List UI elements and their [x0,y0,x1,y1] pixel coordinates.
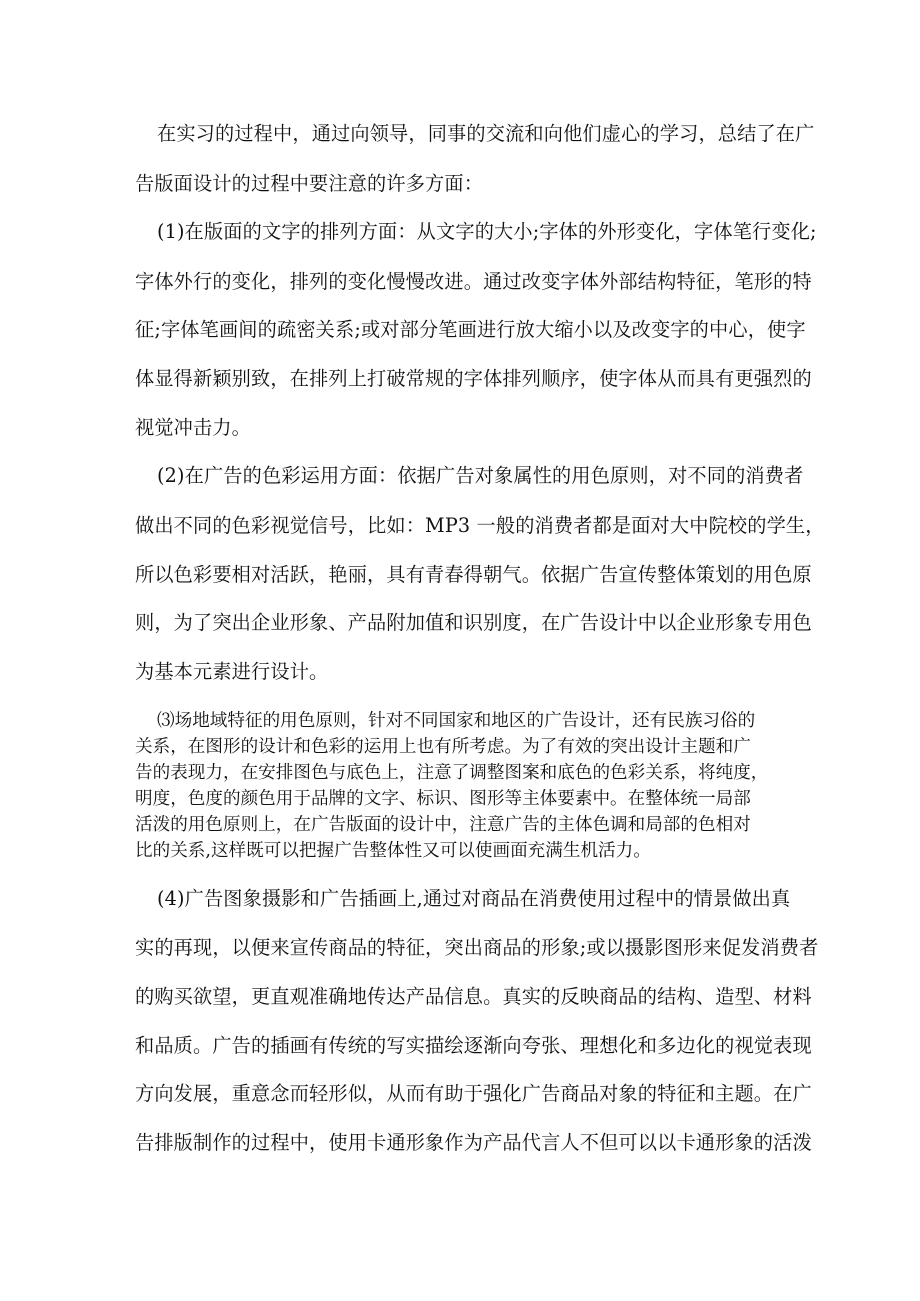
p1-line-4: 体显得新颖别致，在排列上打破常规的字体排列顺序，使字体从而具有更强烈的 [135,367,812,390]
p3-line-6: 比的关系,这样既可以把握广告整体性又可以使画面充满生机活力。 [135,841,651,861]
intro-line-2: 告版面设计的过程中要注意的许多方面： [135,172,484,195]
p4-line-3: 的购买欲望，更直观准确地传达产品信息。真实的反映商品的结构、造型、材料 [135,985,812,1008]
p2-line-1: (2)在广告的色彩运用方面：依据广告对象属性的用色原则，对不同的消费者 [157,464,804,487]
p1-line-1: (1)在版面的文字的排列方面：从文字的大小;字体的外形变化，字体笔行变化; [157,220,817,243]
p4-line-4: 和品质。广告的插画有传统的写实描绘逐渐向夸张、理想化和多边化的视觉表现 [135,1034,812,1057]
p4-line-5: 方向发展，重意念而轻形似，从而有助于强化广告商品对象的特征和主题。在广 [135,1082,812,1105]
p4-line-1: (4)广告图象摄影和广告插画上,通过对商品在消费使用过程中的情景做出真 [157,887,791,910]
p2-line-2: 做出不同的色彩视觉信号，比如：MP3 一般的消费者都是面对大中院校的学生， [135,514,825,537]
p4-line-2: 实的再现，以便来宣传商品的特征，突出商品的形象;或以摄影图形来促发消费者 [135,936,819,959]
p1-line-3: 征;字体笔画间的疏密关系;或对部分笔画进行放大缩小以及改变字的中心，使字 [135,318,806,341]
p2-line-4: 则，为了突出企业形象、产品附加值和识别度，在广告设计中以企业形象专用色 [135,611,812,634]
p3-line-4: 明度，色度的颜色用于品牌的文字、标识、图形等主体要素中。在整体统一局部 [135,789,751,809]
p3-line-1: ⑶场地域特征的用色原则，针对不同国家和地区的广告设计，还有民族习俗的 [157,711,756,731]
p3-line-3: 告的表现力，在安排图色与底色上，注意了调整图案和底色的色彩关系，将纯度， [135,763,769,783]
p1-line-5: 视觉冲击力。 [135,416,252,439]
p2-line-5: 为基本元素进行设计。 [135,660,329,683]
p2-line-3: 所以色彩要相对活跃，艳丽，具有青春得朝气。依据广告宣传整体策划的用色原 [135,563,812,586]
p1-line-2: 字体外行的变化，排列的变化慢慢改进。通过改变字体外部结构特征，笔形的特 [135,270,812,293]
p3-line-5: 活泼的用色原则上，在广告版面的设计中，注意广告的主体色调和局部的色相对 [135,815,751,835]
intro-line-1: 在实习的过程中，通过向领导，同事的交流和向他们虚心的学习，总结了在广 [157,122,815,145]
p3-line-2: 关系，在图形的设计和色彩的运用上也有所考虑。为了有效的突出设计主题和广 [135,737,751,757]
p4-line-6: 告排版制作的过程中，使用卡通形象作为产品代言人不但可以以卡通形象的活泼 [135,1131,812,1154]
